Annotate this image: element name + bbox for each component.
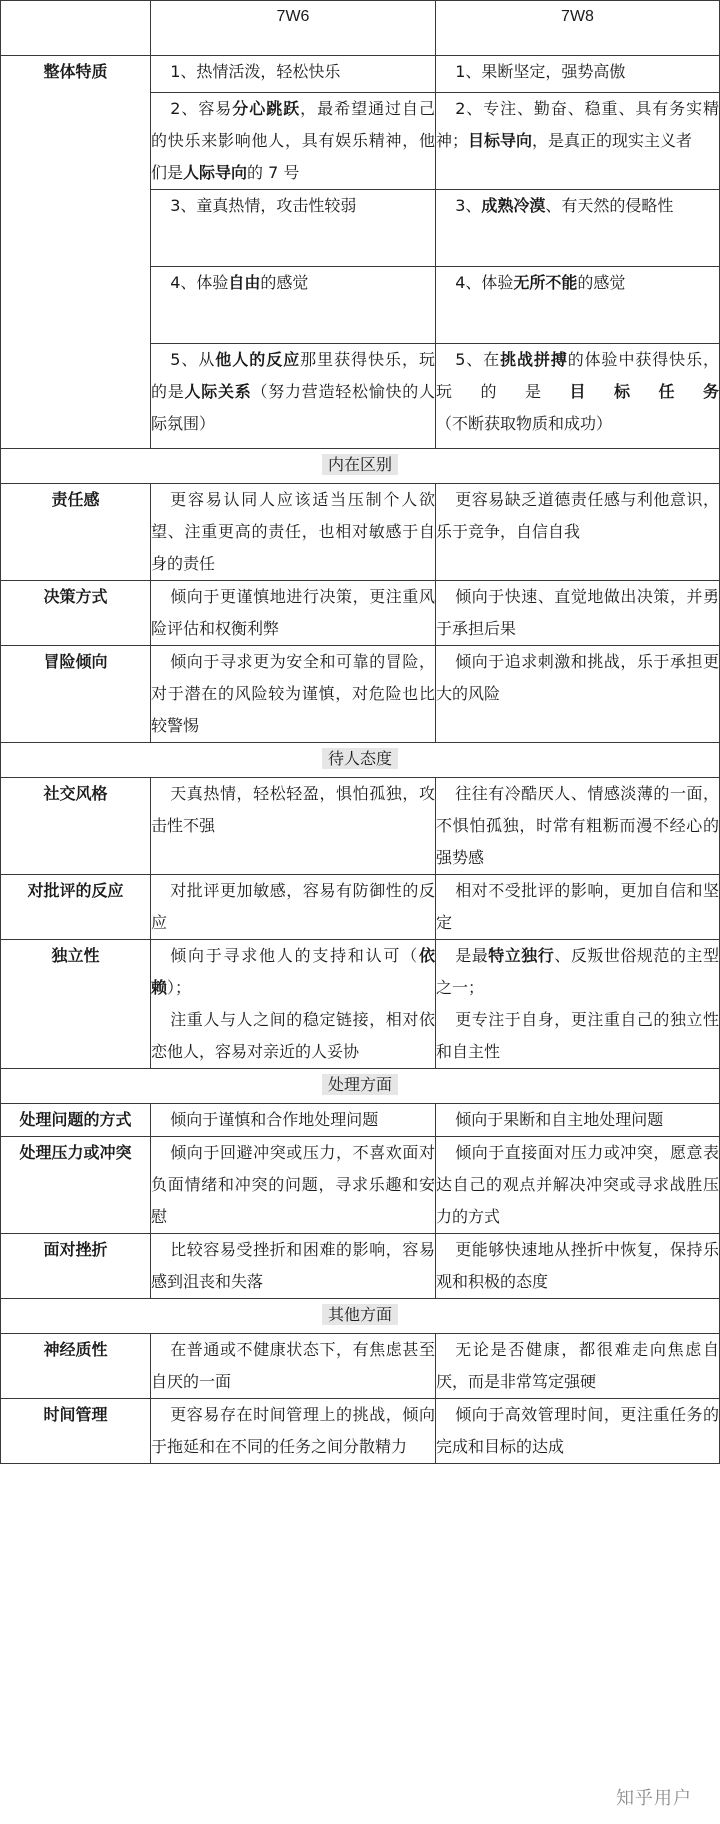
row-label: 时间管理 [1,1399,151,1464]
cell-7w6-text: 天真热情，轻松轻盈，惧怕孤独，攻击性不强 [151,784,435,835]
cell-7w8-text: 往往有冷酷厌人、情感淡薄的一面，不惧怕孤独，时常有粗粝而漫不经心的强势感 [436,784,719,867]
cell-7w8-text: 倾向于高效管理时间，更注重任务的完成和目标的达成 [436,1405,719,1456]
cell-7w6-text: 倾向于谨慎和合作地处理问题 [170,1110,379,1129]
table-row [1,875,720,940]
header-7w8: 7W8 [436,1,720,56]
cell-7w6-text: 更容易存在时间管理上的挑战，倾向于拖延和在不同的任务之间分散精力 [151,1405,435,1456]
cell-7w8-text: 4、体验无所不能的感觉 [455,273,626,292]
header-row [1,1,720,56]
table-row [1,1399,720,1464]
cell-7w8 [436,93,720,190]
cell-7w6 [151,1399,436,1464]
row-label: 独立性 [1,940,151,1069]
cell-7w8 [436,581,720,646]
cell-7w6 [151,646,436,743]
table-row [1,778,720,875]
cell-7w8-text: 2、专注、勤奋、稳重、具有务实精神；目标导向，是真正的现实主义者 [436,99,719,150]
section-title: 其他方面 [1,1299,720,1334]
cell-7w6-text: 倾向于回避冲突或压力，不喜欢面对负面情绪和冲突的问题，寻求乐趣和安慰 [151,1143,435,1226]
cell-7w6 [151,1234,436,1299]
section-row [1,743,720,778]
cell-7w6 [151,581,436,646]
cell-7w8-text: 相对不受批评的影响，更加自信和坚定 [436,881,719,932]
cell-7w8 [436,1104,720,1137]
cell-7w8 [436,1137,720,1234]
section-row [1,1069,720,1104]
cell-7w8 [436,646,720,743]
table-row [1,1104,720,1137]
table-row [1,1334,720,1399]
section-title: 待人态度 [1,743,720,778]
cell-7w8 [436,1234,720,1299]
cell-7w6-text: 倾向于更谨慎地进行决策，更注重风险评估和权衡利弊 [151,587,435,638]
cell-7w6 [151,1104,436,1137]
cell-7w8 [436,484,720,581]
cell-7w6 [151,484,436,581]
cell-7w6 [151,344,436,449]
row-label: 整体特质 [1,56,151,449]
section-row [1,1299,720,1334]
header-7w6: 7W6 [151,1,436,56]
cell-7w6 [151,1137,436,1234]
cell-7w6-text: 4、体验自由的感觉 [170,273,309,292]
cell-7w6-text: 3、童真热情，攻击性较弱 [170,196,357,215]
cell-7w8 [436,344,720,449]
cell-7w6 [151,190,436,267]
cell-7w6-text: 倾向于寻求更为安全和可靠的冒险，对于潜在的风险较为谨慎，对危险也比较警惕 [151,652,435,735]
table-row [1,646,720,743]
table-row [1,1137,720,1234]
cell-7w6-text: 1、热情活泼，轻松快乐 [170,62,341,81]
cell-7w8 [436,190,720,267]
cell-7w6 [151,778,436,875]
cell-7w8-text: 倾向于快速、直觉地做出决策，并勇于承担后果 [436,587,719,638]
table-row [1,940,720,1069]
cell-7w8-text: 更容易缺乏道德责任感与利他意识，乐于竞争，自信自我 [436,490,719,541]
header-corner [1,1,151,56]
table-row [1,484,720,581]
row-label: 责任感 [1,484,151,581]
cell-7w6 [151,93,436,190]
watermark: 知乎用户 [616,1788,692,1809]
row-label: 处理压力或冲突 [1,1137,151,1234]
cell-7w8 [436,1399,720,1464]
row-label: 处理问题的方式 [1,1104,151,1137]
table-row [1,1234,720,1299]
cell-7w8-text: 是最特立独行、反叛世俗规范的主型之一； [436,946,719,997]
section-title: 内在区别 [1,449,720,484]
cell-7w6-text: 倾向于寻求他人的支持和认可（依赖）； [151,946,435,997]
cell-7w8-text: 更能够快速地从挫折中恢复，保持乐观和积极的态度 [436,1240,719,1291]
cell-7w8-text: 无论是否健康，都很难走向焦虑自厌，而是非常笃定强硬 [436,1340,719,1391]
row-label: 决策方式 [1,581,151,646]
cell-7w8-text: 倾向于追求刺激和挑战，乐于承担更大的风险 [436,652,719,703]
row-label: 社交风格 [1,778,151,875]
cell-7w6 [151,267,436,344]
cell-7w8-text: 倾向于直接面对压力或冲突，愿意表达自己的观点并解决冲突或寻求战胜压力的方式 [436,1143,719,1226]
cell-7w8 [436,267,720,344]
cell-7w8-text-2: 更专注于自身，更注重自己的独立性和自主性 [436,1010,719,1061]
cell-7w8 [436,875,720,940]
cell-7w6-text: 对批评更加敏感，容易有防御性的反应 [151,881,435,932]
cell-7w8-text: 倾向于果断和自主地处理问题 [455,1110,664,1129]
cell-7w6 [151,875,436,940]
cell-7w6 [151,1334,436,1399]
section-title: 处理方面 [1,1069,720,1104]
cell-7w6-text: 2、容易分心跳跃，最希望通过自己的快乐来影响他人，具有娱乐精神，他们是人际导向的 7 号 [151,99,435,182]
cell-7w6-text: 更容易认同人应该适当压制个人欲望、注重更高的责任，也相对敏感于自身的责任 [151,490,435,573]
cell-7w8 [436,56,720,93]
cell-7w6-text-2: 注重人与人之间的稳定链接，相对依恋他人，容易对亲近的人妥协 [151,1010,435,1061]
cell-7w6 [151,940,436,1069]
cell-7w8-text: 5、在挑战拼搏的体验中获得快乐，玩的是目标任务（不断获取物质和成功） [436,350,719,433]
cell-7w6-text: 5、从他人的反应那里获得快乐，玩的是人际关系（努力营造轻松愉快的人际氛围） [151,350,435,433]
row-label: 神经质性 [1,1334,151,1399]
table-row [1,56,720,93]
row-label: 面对挫折 [1,1234,151,1299]
cell-7w6-text: 在普通或不健康状态下，有焦虑甚至自厌的一面 [151,1340,435,1391]
cell-7w6-text: 比较容易受挫折和困难的影响，容易感到沮丧和失落 [151,1240,435,1291]
cell-7w8 [436,940,720,1069]
section-row [1,449,720,484]
cell-7w8 [436,1334,720,1399]
cell-7w6 [151,56,436,93]
cell-7w8-text: 1、果断坚定，强势高傲 [455,62,626,81]
row-label: 对批评的反应 [1,875,151,940]
cell-7w8-text: 3、成熟冷漠、有天然的侵略性 [455,196,674,215]
table-body [1,56,720,1464]
row-label: 冒险倾向 [1,646,151,743]
table-row [1,581,720,646]
cell-7w8 [436,778,720,875]
